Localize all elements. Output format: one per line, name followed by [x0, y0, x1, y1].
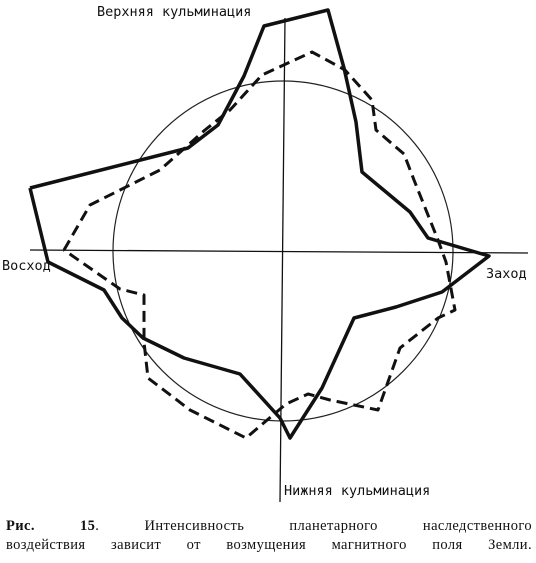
label-right: Заход	[486, 266, 527, 282]
caption-line-1	[6, 517, 532, 536]
label-bottom: Нижняя кульминация	[284, 483, 431, 499]
dashed-curve	[64, 52, 455, 438]
label-left: Восход	[2, 258, 51, 274]
caption-line-2: воздействия зависит от возмущения магнитного поля Земли.	[6, 537, 532, 553]
caption-prefix: Рис. 15	[6, 518, 96, 534]
caption-text-1: . Интенсивность планетарного наследственного	[95, 518, 532, 534]
figure-caption	[6, 517, 532, 555]
solid-curve	[30, 10, 489, 438]
label-top: Верхняя кульминация	[97, 4, 252, 20]
